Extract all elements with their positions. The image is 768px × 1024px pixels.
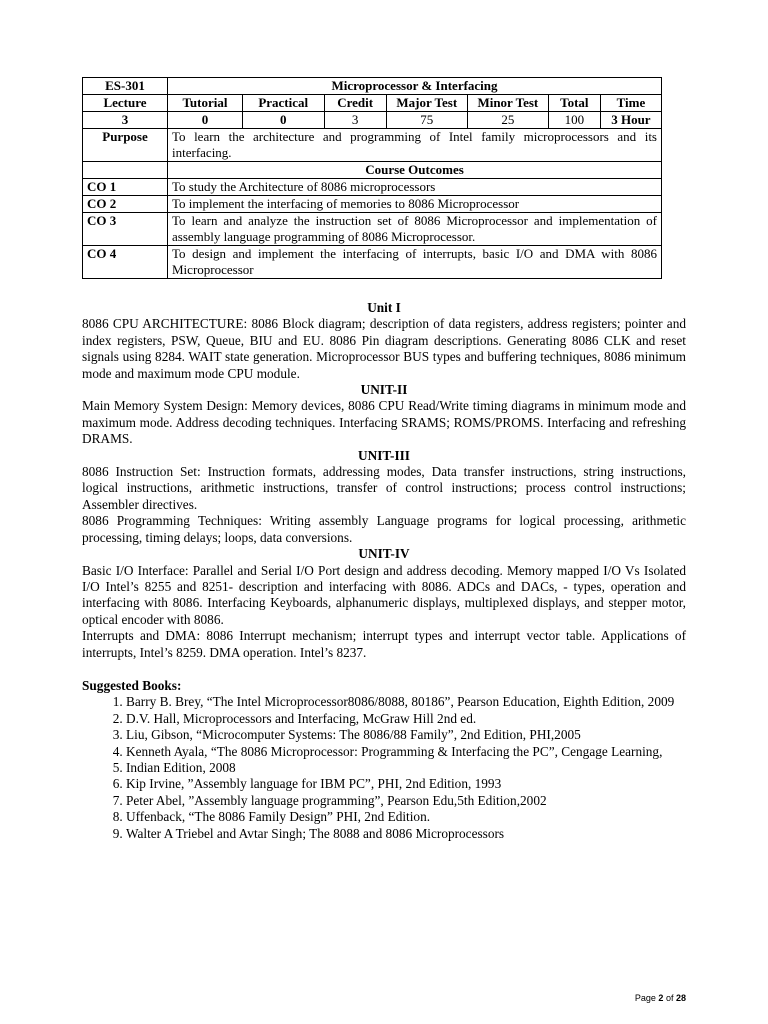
outcome-text: To study the Architecture of 8086 microprocessors: [168, 179, 662, 196]
outcome-row: [83, 179, 662, 196]
col-minor-test: Minor Test: [467, 95, 548, 112]
course-code: ES-301: [83, 78, 168, 95]
outcome-row: [83, 213, 662, 246]
page-footer: [635, 993, 686, 1003]
outcome-code: CO 2: [83, 196, 168, 213]
outcomes-blank-cell: [83, 162, 168, 179]
col-credit: Credit: [324, 95, 386, 112]
outcome-row: [83, 196, 662, 213]
outcome-code: CO 3: [83, 213, 168, 246]
unit-paragraph: 8086 CPU ARCHITECTURE: 8086 Block diagram; description of data registers, address registers; pointer and index registers, PSW, Queue, BIU and EU. 8086 Pin diagram descriptions. Generating 8086 CLK and reset signals using 8284. WAIT state generation. Microprocessor BUS types and buffering techniques, 8086 minimum mode and maximum mode CPU module.: [82, 316, 686, 381]
val-total: 100: [548, 112, 600, 129]
outcome-code: CO 4: [83, 246, 168, 279]
col-practical: Practical: [242, 95, 324, 112]
col-time: Time: [600, 95, 661, 112]
outcome-text: To design and implement the interfacing of interrupts, basic I/O and DMA with 8086 Microprocessor: [168, 246, 662, 279]
total-pages: 28: [675, 993, 686, 1003]
value-row: [83, 112, 662, 129]
val-credit: 3: [324, 112, 386, 129]
purpose-row: [83, 129, 662, 162]
books-title: Suggested Books:: [82, 677, 182, 693]
outcome-row: [83, 246, 662, 279]
book-item: 5. Indian Edition, 2008: [126, 760, 686, 776]
outcome-text: To learn and analyze the instruction set of 8086 Microprocessor and implementation of assembly language programming of 8086 Microprocessor.: [168, 213, 662, 246]
book-item: 7. Peter Abel, ”Assembly language programming”, Pearson Edu,5th Edition,2002: [126, 793, 686, 809]
outcome-text: To implement the interfacing of memories to 8086 Microprocessor: [168, 196, 662, 213]
outcomes-heading: Course Outcomes: [168, 162, 662, 179]
unit-heading: UNIT-III: [358, 447, 410, 463]
book-item: 6. Kip Irvine, ”Assembly language for IBM PC”, PHI, 2nd Edition, 1993: [126, 776, 686, 792]
purpose-text: To learn the architecture and programming of Intel family microprocessors and its interfacing.: [168, 129, 662, 162]
book-item: 4. Kenneth Ayala, “The 8086 Microprocessor: Programming & Interfacing the PC”, Cengage Learning,: [126, 744, 686, 760]
book-item: 2. D.V. Hall, Microprocessors and Interfacing, McGraw Hill 2nd ed.: [126, 711, 686, 727]
outcome-code: CO 1: [83, 179, 168, 196]
unit-heading: UNIT-II: [360, 382, 408, 398]
val-practical: 0: [242, 112, 324, 129]
book-item: 8. Uffenback, “The 8086 Family Design” PHI, 2nd Edition.: [126, 809, 686, 825]
col-major-test: Major Test: [386, 95, 467, 112]
book-item: 3. Liu, Gibson, “Microcomputer Systems: The 8086/88 Family”, 2nd Edition, PHI,2005: [126, 727, 686, 743]
unit-heading: Unit I: [367, 300, 401, 315]
col-tutorial: Tutorial: [168, 95, 243, 112]
val-lecture: 3: [83, 112, 168, 129]
val-minor-test: 25: [467, 112, 548, 129]
page-word: Page: [634, 993, 656, 1003]
column-header-row: [83, 95, 662, 112]
book-item: 1. Barry B. Brey, “The Intel Microprocessor8086/8088, 80186”, Pearson Education, Eighth Edition, 2009: [126, 694, 686, 710]
unit-paragraph: 8086 Programming Techniques: Writing assembly Language programs for logical processing, arithmetic processing, timing delays; loops, data conversions.: [82, 513, 686, 545]
page-number: 2: [658, 993, 664, 1003]
book-item: 9. Walter A Triebel and Avtar Singh; The 8088 and 8086 Microprocessors: [126, 826, 686, 842]
of-word: of: [665, 993, 674, 1003]
syllabus-content: [82, 300, 686, 842]
col-total: Total: [548, 95, 600, 112]
col-lecture: Lecture: [83, 95, 168, 112]
unit-heading: UNIT-IV: [358, 546, 410, 562]
purpose-label: Purpose: [83, 129, 168, 162]
val-major-test: 75: [386, 112, 467, 129]
syllabus-table: [82, 77, 662, 279]
val-time: 3 Hour: [600, 112, 661, 129]
books-list: [82, 694, 686, 842]
val-tutorial: 0: [168, 112, 243, 129]
course-title: Microprocessor & Interfacing: [168, 78, 662, 95]
unit-paragraph: Main Memory System Design: Memory devices, 8086 CPU Read/Write timing diagrams in minimum mode and maximum mode. Address decoding techniques. Interfacing SRAMS; ROMS/PROMS. Interfacing and refreshing DRAMS.: [82, 398, 686, 447]
unit-paragraph: 8086 Instruction Set: Instruction formats, addressing modes, Data transfer instructions, string instructions, logical instructions, arithmetic instructions, transfer of control instructions; process control instructions; Assembler directives.: [82, 464, 686, 512]
unit-paragraph: Interrupts and DMA: 8086 Interrupt mechanism; interrupt types and interrupt vector table. Applications of interrupts, Intel’s 8259. DMA operation. Intel’s 8237.: [82, 628, 686, 660]
unit-paragraph: Basic I/O Interface: Parallel and Serial I/O Port design and address decoding. Memory mapped I/O Vs Isolated I/O Intel’s 8255 and 8251- description and interfacing with 8086. ADCs and DACs, - types, operation and interfacing with 8086. Interfacing Keyboards, alphanumeric displays, multiplexed displays, and stepper motor, optical encoder with 8086.: [82, 562, 686, 627]
